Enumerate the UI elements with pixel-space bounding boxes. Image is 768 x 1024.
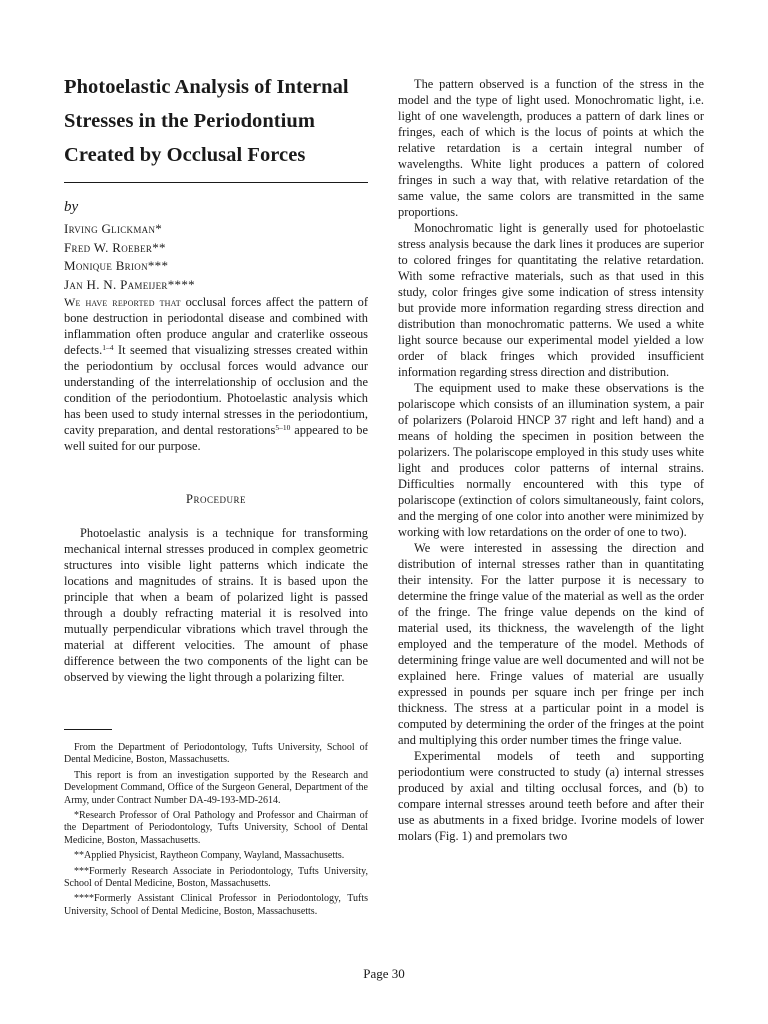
body-paragraph: Experimental models of teeth and supporting periodontium were constructed to study (a) internal stresses produced by axial and tilting occlusal forces, and (b) to compare internal stresses around teeth before and after their use as abutments in a fixed bridge. Ivorine models of lower molars (Fig. 1) and premolars two [398, 749, 704, 843]
body-paragraph: The pattern observed is a function of the stress in the model and the type of light used. Monochromatic light, i.e. light of one wavelength, produces a pattern of dark lines or fringes, each of which is the locus of points at which the relative retardation is a certain integral number of wavelengths. White light produces a pattern of colored fringes in such a way that, with relative retardation of the same value, the same colors are transmitted in the same proportions. [398, 77, 704, 219]
footnote: This report is from an investigation supported by the Research and Development Command, Office of the Surgeon General, Department of the Army, under Contract Number DA-49-193-MD-2614. [64, 769, 368, 806]
footnotes [64, 742, 368, 918]
footnote: **Applied Physicist, Raytheon Company, Wayland, Massachusetts. [74, 850, 345, 862]
title-line: Created by Occlusal Forces [64, 144, 306, 166]
author-name: Monique Brion*** [64, 258, 169, 273]
footnote: ***Formerly Research Associate in Periodontology, Tufts University, School of Dental Medicine, Boston, Massachusetts. [64, 865, 368, 890]
reference-marker: 1–4 [102, 343, 114, 352]
author-name: Fred W. Roeber** [64, 239, 166, 255]
title-divider [64, 182, 368, 183]
footnote: From the Department of Periodontology, Tufts University, School of Dental Medicine, Boston, Massachusetts. [64, 742, 368, 766]
author-name: Irving Glickman* [64, 221, 163, 236]
intro-paragraph [64, 294, 368, 454]
section-heading-procedure: Procedure [186, 492, 246, 506]
intro-lead-in: We have reported that [64, 295, 181, 309]
footnote: ****Formerly Assistant Clinical Professor in Periodontology, Tufts University, School of Dental Medicine, Boston, Massachusetts. [64, 893, 368, 917]
body-paragraph: The equipment used to make these observations is the polariscope which consists of an illumination system, a pair of polarizers (Polaroid HNCP 37 right and left hand) and a means of holding the specimen in position between the polarizers. The polariscope employed in this study uses white light and produces color patterns of internal strains. Difficulties normally encountered with this type of polariscope (extinction of colors simultaneously, faint colors, and the merging of one color into another were minimized by working with low retardations on the order of one to two). [398, 381, 704, 539]
intro-text: occlusal forces affect the pattern of bone destruction in periodontal disease and combined with inflammation often produce angular and craterlike osseous defects. [64, 295, 368, 357]
left-column [64, 70, 368, 921]
footnote-divider [64, 729, 112, 730]
body-paragraph: We were interested in assessing the direction and distribution of internal stresses rather than in quantitating their intensity. For the latter purpose it is necessary to determine the fringe value of the material as well as the order of the fringe. The fringe value depends on the kind of material used, its thickness, the wavelength of the light employed and the temperature of the model. Methods of determining fringe value are well documented and will not be explained here. Fringe values of material are usually expressed in pounds per square inch per fringe per inch thickness. The stress at a particular point in a model is computed by determining the order of the fringes at the point and multiplying this order number times the fringe value. [398, 541, 704, 747]
author-list [64, 220, 368, 294]
byline-label: by [64, 199, 79, 215]
intro-text: It seemed that visualizing stresses created within the periodontium by occlusal forces would advance our understanding of the interrelationship of occlusion and the condition of the periodontium. Photoelastic analysis which has been used to study internal stresses in the periodontium, cavity preparation, and dental restorations [64, 343, 368, 437]
author-name: Jan H. N. Pameijer**** [64, 276, 195, 292]
article-title [64, 70, 368, 172]
footnote: *Research Professor of Oral Pathology and Professor and Chairman of the Department of Periodontology, Tufts University, School of Dental Medicine, Boston, Massachusetts. [64, 810, 368, 846]
title-line: Photoelastic Analysis of Internal [64, 76, 349, 98]
intro-text: appeared to be well suited for our purpose. [64, 423, 369, 453]
body-paragraph: Monochromatic light is generally used for photoelastic stress analysis because the dark lines it produces are superior to colored fringes for quantitating the relative retardation. With some refractive materials, such as that used in this study, color fringes give some indication of stress intensity but provide more information regarding stress direction and distribution than monochromatic patterns. We used a white light source because our experimental model yielded a low order of black fringes which provided insufficient information regarding stress direction and distribution. [398, 221, 704, 379]
right-column [398, 76, 704, 844]
procedure-paragraph: Photoelastic analysis is a technique for transforming mechanical internal stresses produced in complex geometric structures into visible light patterns which indicate the locations and magnitudes of strains. It is based upon the principle that when a beam of polarized light is passed through a doubly refracting material it is resolved into mutually perpendicular vibrations which travel through the material at different velocities. The amount of phase difference between the two components of the light can be observed by viewing the light through a polarizing filter. [64, 526, 368, 684]
reference-marker: 5–10 [275, 423, 291, 432]
title-line: Stresses in the Periodontium [64, 110, 316, 132]
page-number: Page 30 [363, 966, 405, 981]
